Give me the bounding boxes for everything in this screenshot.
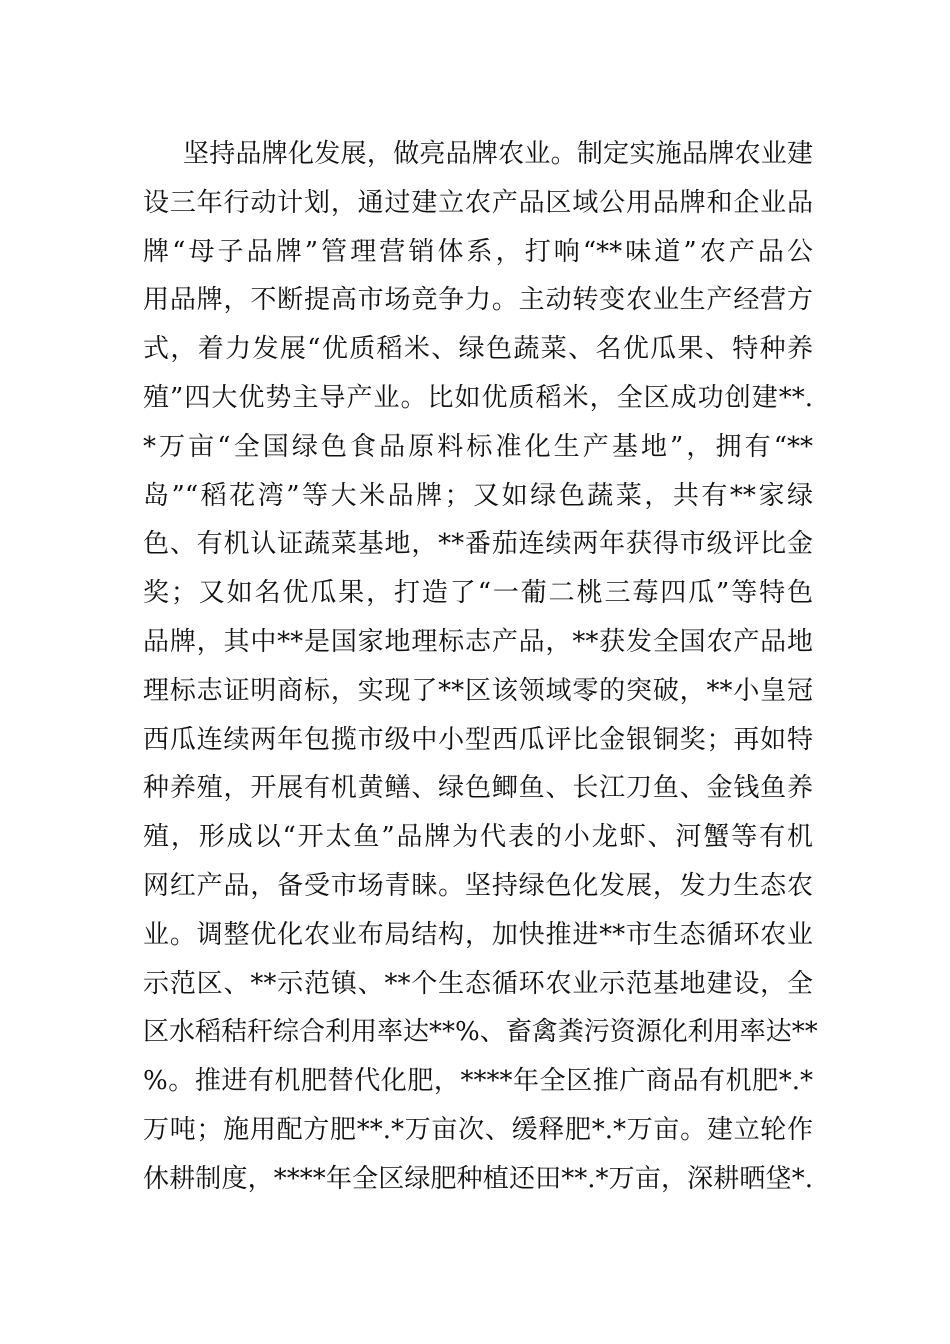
paragraph-line: 殖”四大优势主导产业。比如优质稻米，全区成功创建**. [143,382,813,413]
paragraph-line: 品牌，其中**是国家地理标志产品，**获发全国农产品地 [143,626,813,657]
paragraph-line: 坚持品牌化发展，做亮品牌农业。制定实施品牌农业建 [183,139,813,169]
paragraph-line: 万吨；施用配方肥**.*万亩次、缓释肥*.*万亩。建立轮作 [143,1114,813,1145]
paragraph-line: 理标志证明商标，实现了**区该领域零的突破，**小皇冠 [143,675,813,706]
paragraph-line: 用品牌，不断提高市场竞争力。主动转变农业生产经营方 [143,285,813,316]
paragraph-line: 休耕制度，****年全区绿肥种植还田**.*万亩，深耕晒垡*. [143,1163,813,1194]
paragraph-line: 牌“母子品牌”管理营销体系，打响“**味道”农产品公 [143,236,813,267]
paragraph-line: 区水稻秸秆综合利用率达**%、畜禽粪污资源化利用率达** [143,1017,818,1048]
paragraph-line: 岛”“稻花湾”等大米品牌；又如绿色蔬菜，共有**家绿 [143,480,813,511]
paragraph-line: 示范区、**示范镇、**个生态循环农业示范基地建设，全 [143,968,813,999]
paragraph-line: %。推进有机肥替代化肥，****年全区推广商品有机肥*.* [143,1066,813,1097]
paragraph-line: 奖；又如名优瓜果，打造了“一葡二桃三莓四瓜”等特色 [143,578,813,609]
paragraph-line: 网红产品，备受市场青睐。坚持绿色化发展，发力生态农 [143,870,813,901]
paragraph-line: 设三年行动计划，通过建立农产品区域公用品牌和企业品 [143,187,813,218]
paragraph-line: 殖，形成以“开太鱼”品牌为代表的小龙虾、河蟹等有机 [143,822,813,853]
paragraph-line: 西瓜连续两年包揽市级中小型西瓜评比金银铜奖；再如特 [143,724,813,755]
paragraph-line: *万亩“全国绿色食品原料标准化生产基地”，拥有“** [143,431,813,462]
paragraph-line: 色、有机认证蔬菜基地，**番茄连续两年获得市级评比金 [143,529,813,560]
paragraph-line: 种养殖，开展有机黄鳝、绿色鲫鱼、长江刀鱼、金钱鱼养 [143,773,813,804]
paragraph-line: 式，着力发展“优质稻米、绿色蔬菜、名优瓜果、特种养 [143,334,813,365]
body-paragraph [143,130,818,1204]
paragraph-line: 业。调整优化农业布局结构，加快推进**市生态循环农业 [143,919,813,950]
